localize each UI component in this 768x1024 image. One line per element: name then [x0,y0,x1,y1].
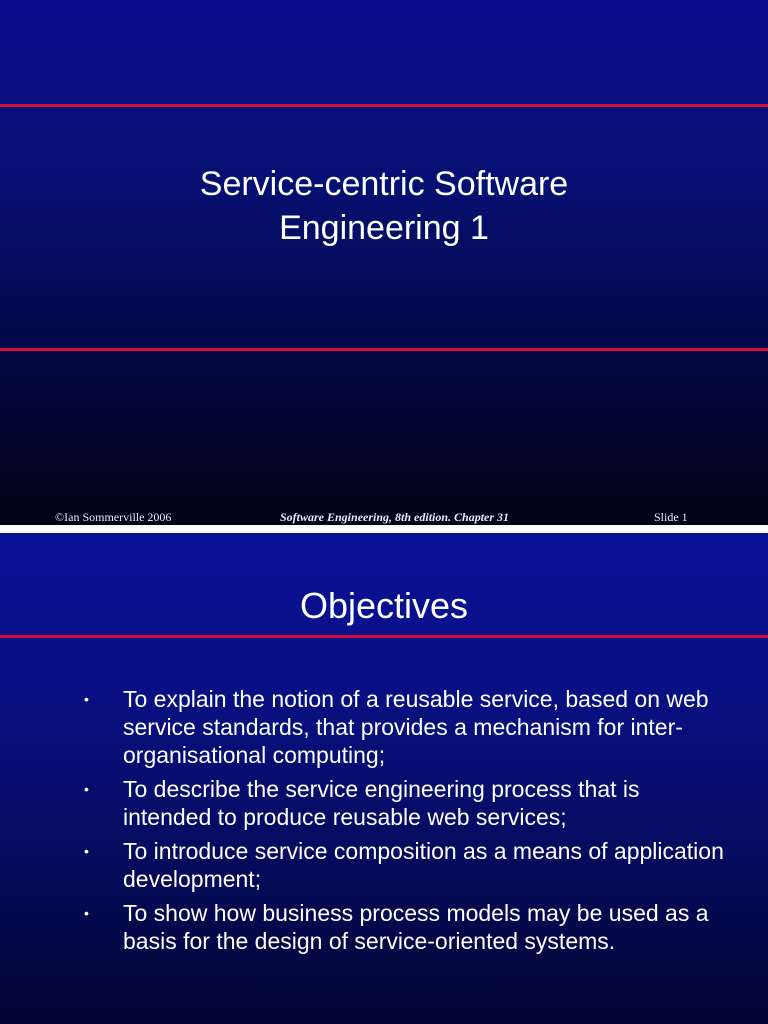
title-line-1: Service-centric Software [199,165,569,203]
bullet-text: To explain the notion of a reusable service, based on web service standards, that provides a mechanism for inter-organisational computing; [123,686,709,768]
bullet-icon: • [84,905,89,921]
objectives-list [84,685,724,961]
footer-slide-number: Slide 1 [654,510,688,524]
title-line-2: Engineering 1 [279,209,489,247]
list-item [84,899,724,955]
title-divider [0,635,768,638]
bullet-icon: • [84,843,89,859]
bullet-icon: • [84,781,89,797]
slide-2 [0,533,768,1024]
footer-copyright: ©Ian Sommerville 2006 [55,510,172,524]
list-item [84,775,724,831]
top-divider [0,104,768,107]
footer-book-title: Software Engineering, 8th edition. Chapter 31 [280,510,510,524]
slide-title: Objectives [299,585,469,626]
bullet-text: To show how business process models may be used as a basis for the design of service-oriented systems. [123,900,709,954]
bullet-icon: • [84,691,89,707]
bottom-divider [0,348,768,351]
slide-title [0,162,768,250]
bullet-text: To introduce service composition as a means of application development; [123,838,724,892]
list-item [84,837,724,893]
list-item [84,685,724,769]
bullet-text: To describe the service engineering process that is intended to produce reusable web services; [123,776,640,830]
